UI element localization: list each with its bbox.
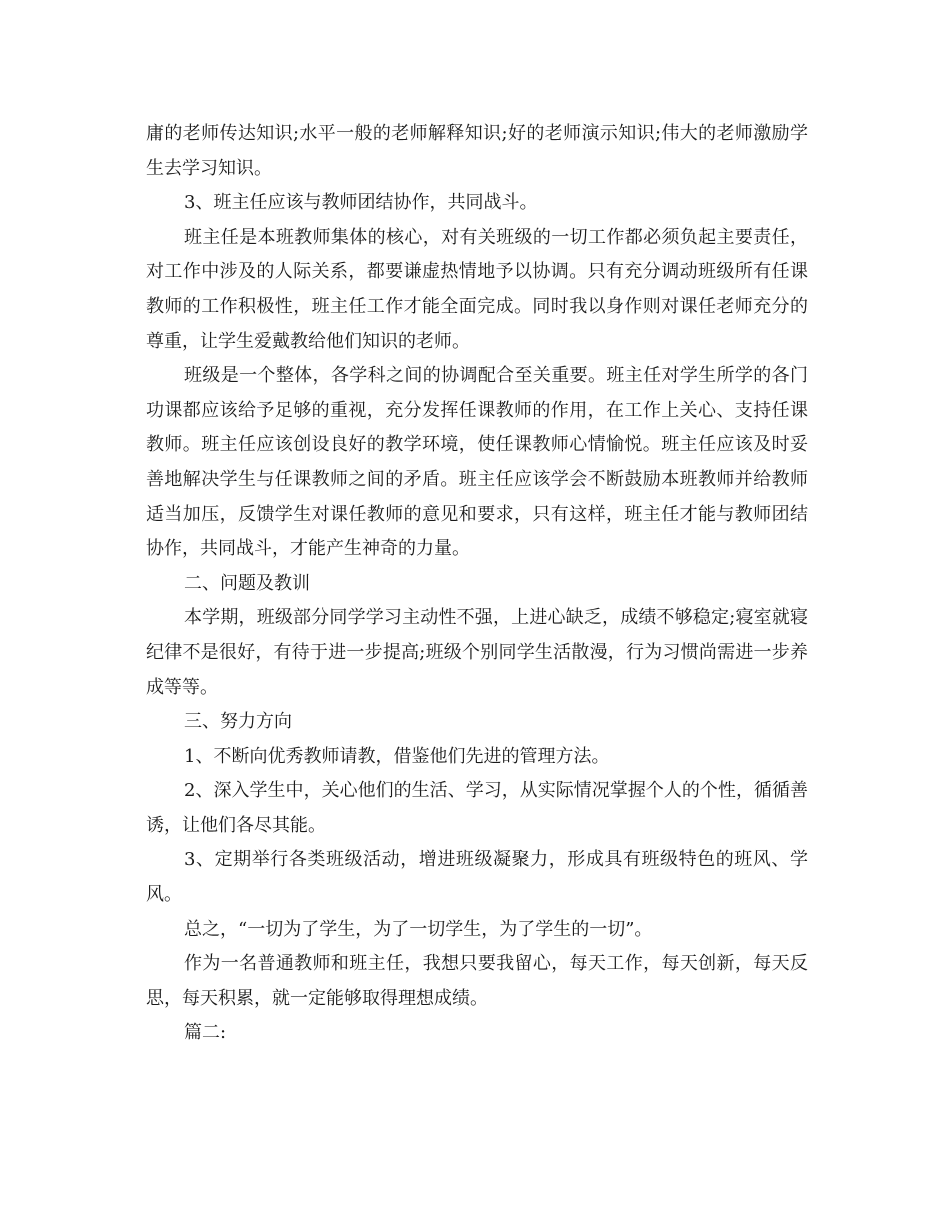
paragraph-closing: 作为一名普通教师和班主任，我想只要我留心，每天工作，每天创新，每天反思，每天积累，就一定能够取得理想成绩。 [146,953,808,1009]
section-heading-directions: 三、努力方向 [184,711,292,733]
list-item-direction-1: 1、不断向优秀教师请教，借鉴他们先进的管理方法。 [184,745,610,767]
document-body [146,117,808,1051]
section-heading-problems: 二、问题及教训 [184,572,310,594]
paragraph-problems: 本学期，班级部分同学学习主动性不强，上进心缺乏，成绩不够稳定;寝室就寝纪律不是很好，有待于进一步提高;班级个别同学生活散漫，行为习惯尚需进一步养成等等。 [146,607,808,698]
paragraph-point-3-heading: 3、班主任应该与教师团结协作，共同战斗。 [184,192,538,214]
section-heading-part-two: 篇二: [184,1022,227,1044]
paragraph-continued: 庸的老师传达知识;水平一般的老师解释知识;好的老师演示知识;伟大的老师激励学生去学习知识。 [146,123,808,179]
list-item-direction-2: 2、深入学生中，关心他们的生活、学习，从实际情况掌握个人的个性，循循善诱，让他们各尽其能。 [146,780,808,836]
paragraph-head-teacher-core: 班主任是本班教师集体的核心，对有关班级的一切工作都必须负起主要责任，对工作中涉及的人际关系，都要谦虚热情地予以协调。只有充分调动班级所有任课教师的工作积极性，班主任工作才能全面完成。同时我以身作则对课任老师充分的尊重，让学生爱戴教给他们知识的老师。 [146,226,808,352]
list-item-direction-3: 3、定期举行各类班级活动，增进班级凝聚力，形成具有班级特色的班风、学风。 [146,849,808,906]
paragraph-summary: 总之，“一切为了学生，为了一切学生，为了学生的一切”。 [184,918,653,940]
paragraph-class-whole: 班级是一个整体，各学科之间的协调配合至关重要。班主任对学生所学的各门功课都应该给予足够的重视，充分发挥任课教师的作用，在工作上关心、支持任课教师。班主任应该创设良好的教学环境，使任课教师心情愉悦。班主任应该及时妥善地解决学生与任课教师之间的矛盾。班主任应该学会不断鼓励本班教师并给教师适当加压，反馈学生对课任教师的意见和要求，只有这样，班主任才能与教师团结协作，共同战斗，才能产生神奇的力量。 [146,365,808,560]
